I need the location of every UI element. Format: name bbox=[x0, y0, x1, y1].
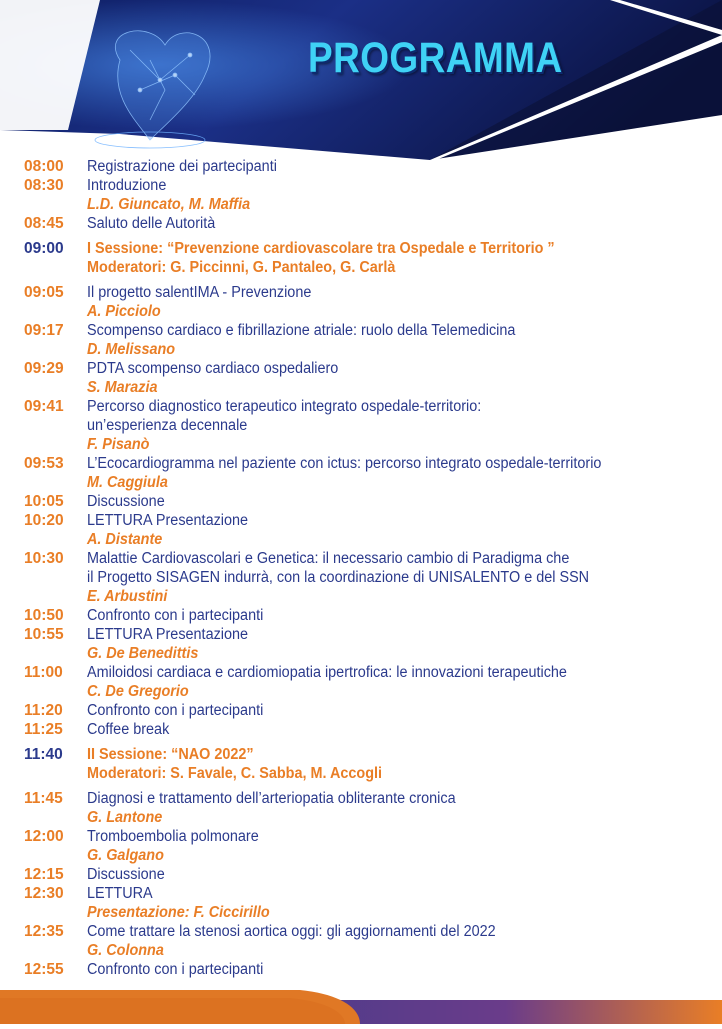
footer-background bbox=[0, 990, 722, 1024]
schedule-time: 09:17 bbox=[24, 322, 64, 339]
schedule-time: 12:35 bbox=[24, 923, 64, 940]
schedule-time: 10:30 bbox=[24, 550, 64, 567]
talk-title: Confronto con i partecipanti bbox=[87, 702, 264, 719]
speaker-name: G. De Benedittis bbox=[87, 645, 199, 662]
schedule-time: 08:45 bbox=[24, 215, 64, 232]
session-title: II Sessione: “NAO 2022” bbox=[87, 746, 254, 763]
schedule-time: 09:29 bbox=[24, 360, 64, 377]
footer-band bbox=[0, 990, 722, 1024]
schedule-time: 11:40 bbox=[24, 746, 63, 763]
schedule-time: 10:55 bbox=[24, 626, 64, 643]
speaker-name: G. Lantone bbox=[87, 809, 163, 826]
speaker-name: S. Marazia bbox=[87, 379, 158, 396]
talk-title: Come trattare la stenosi aortica oggi: gli aggiornamenti del 2022 bbox=[87, 923, 496, 940]
schedule-time: 10:05 bbox=[24, 493, 64, 510]
talk-title: Confronto con i partecipanti bbox=[87, 961, 264, 978]
speaker-name: A. Distante bbox=[87, 531, 163, 548]
talk-title: Coffee break bbox=[87, 721, 170, 738]
talk-title: un’esperienza decennale bbox=[87, 417, 248, 434]
speaker-name: E. Arbustini bbox=[87, 588, 168, 605]
schedule-time: 09:53 bbox=[24, 455, 64, 472]
talk-title: Scompenso cardiaco e fibrillazione atriale: ruolo della Telemedicina bbox=[87, 322, 516, 339]
schedule-time: 10:20 bbox=[24, 512, 64, 529]
talk-title: Discussione bbox=[87, 866, 165, 883]
talk-title: Diagnosi e trattamento dell’arteriopatia obliterante cronica bbox=[87, 790, 456, 807]
talk-title: LETTURA Presentazione bbox=[87, 512, 249, 529]
speaker-name: D. Melissano bbox=[87, 341, 176, 358]
schedule-time: 12:30 bbox=[24, 885, 64, 902]
talk-title: L’Ecocardiogramma nel paziente con ictus: percorso integrato ospedale-territorio bbox=[87, 455, 602, 472]
talk-title: il Progetto SISAGEN indurrà, con la coordinazione di UNISALENTO e del SSN bbox=[87, 569, 590, 586]
session-title: Moderatori: S. Favale, C. Sabba, M. Accogli bbox=[87, 765, 383, 782]
schedule-time: 11:00 bbox=[24, 664, 63, 681]
speaker-name: C. De Gregorio bbox=[87, 683, 189, 700]
talk-title: Malattie Cardiovascolari e Genetica: il necessario cambio di Paradigma che bbox=[87, 550, 570, 567]
session-title: I Sessione: “Prevenzione cardiovascolare tra Ospedale e Territorio ” bbox=[87, 240, 555, 257]
schedule-time: 08:00 bbox=[24, 158, 64, 175]
talk-title: Il progetto salentIMA - Prevenzione bbox=[87, 284, 312, 301]
speaker-name: L.D. Giuncato, M. Maffia bbox=[87, 196, 251, 213]
talk-title: LETTURA bbox=[87, 885, 153, 902]
page-title: PROGRAMMA bbox=[308, 34, 563, 82]
talk-title: LETTURA Presentazione bbox=[87, 626, 249, 643]
speaker-name: G. Galgano bbox=[87, 847, 164, 864]
schedule-time: 08:30 bbox=[24, 177, 64, 194]
speaker-name: F. Pisanò bbox=[87, 436, 150, 453]
schedule-time: 10:50 bbox=[24, 607, 64, 624]
talk-title: Introduzione bbox=[87, 177, 167, 194]
speaker-name: G. Colonna bbox=[87, 942, 164, 959]
talk-title: Amiloidosi cardiaca e cardiomiopatia ipertrofica: le innovazioni terapeutiche bbox=[87, 664, 567, 681]
schedule-time: 11:20 bbox=[24, 702, 63, 719]
talk-title: Tromboembolia polmonare bbox=[87, 828, 259, 845]
speaker-name: A. Picciolo bbox=[87, 303, 161, 320]
talk-title: Registrazione dei partecipanti bbox=[87, 158, 277, 175]
talk-title: Discussione bbox=[87, 493, 165, 510]
talk-title: Saluto delle Autorità bbox=[87, 215, 216, 232]
schedule-time: 09:41 bbox=[24, 398, 64, 415]
schedule-time: 12:55 bbox=[24, 961, 64, 978]
schedule-time: 11:25 bbox=[24, 721, 63, 738]
talk-title: Percorso diagnostico terapeutico integrato ospedale-territorio: bbox=[87, 398, 482, 415]
speaker-name: Presentazione: F. Ciccirillo bbox=[87, 904, 270, 921]
schedule-time: 12:15 bbox=[24, 866, 64, 883]
schedule-time: 09:05 bbox=[24, 284, 64, 301]
talk-title: Confronto con i partecipanti bbox=[87, 607, 264, 624]
talk-title: PDTA scompenso cardiaco ospedaliero bbox=[87, 360, 339, 377]
speaker-name: M. Caggiula bbox=[87, 474, 168, 491]
schedule-time: 09:00 bbox=[24, 240, 64, 257]
schedule-time: 11:45 bbox=[24, 790, 63, 807]
schedule-time: 12:00 bbox=[24, 828, 64, 845]
session-title: Moderatori: G. Piccinni, G. Pantaleo, G. Carlà bbox=[87, 259, 396, 276]
